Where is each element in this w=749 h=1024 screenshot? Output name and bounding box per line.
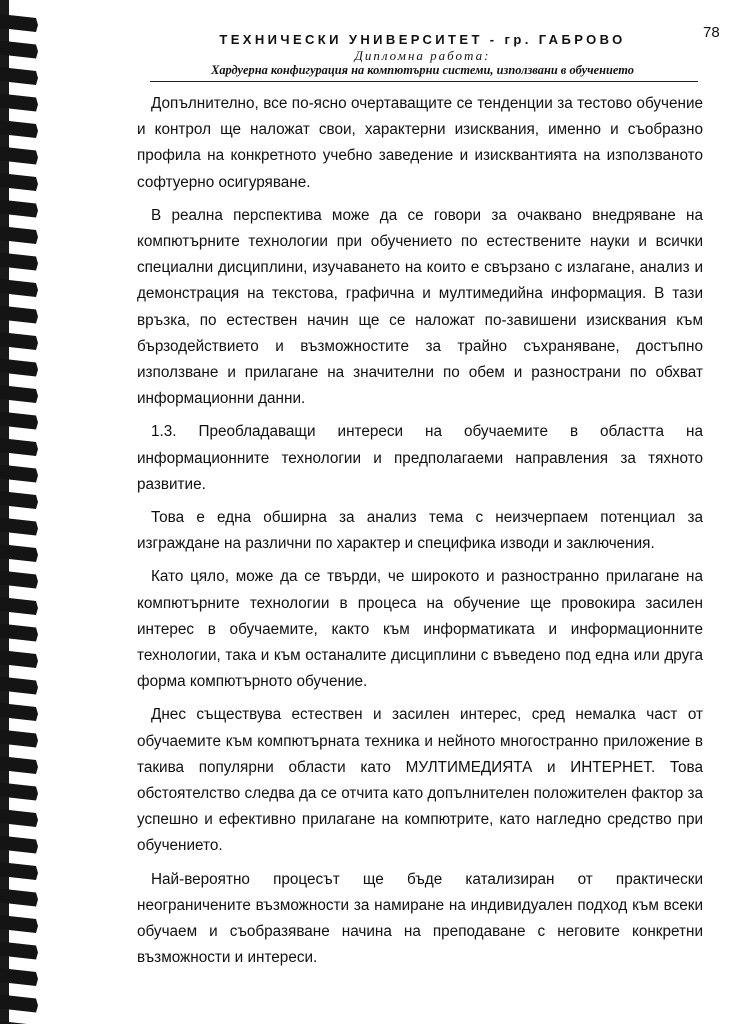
header-topic: Хардуерна конфигурация на компютърни системи, използвани в обучението xyxy=(211,63,634,77)
document-body xyxy=(137,91,703,979)
body-paragraph: Това е една обширна за анализ тема с неизчерпаем потенциал за изграждане на различни по характер и специфика изводи и заключения. xyxy=(137,509,703,553)
body-paragraph: В реална перспектива може да се говори за очаквано внедряване на компютърните технологии при обучението по естествените науки и всички специални дисциплини, изучаването на които е свързано с излагане, анализ и демонстрация на текстова, графична и мултимедийна информация. В тази връзка, по естествен начин ще се наложат по-завишени изисквания към бързодействието и възможностите за трайно съхраняване, достъпно използване и прилагане на значителни по обем и разнострани по обхват информационни данни. xyxy=(137,206,703,408)
page-header xyxy=(150,32,695,78)
page-number: 78 xyxy=(703,24,720,41)
body-paragraph: Най-вероятно процесът ще бъде катализиран от практически неограничените възможности за намиране на индивидуален подход към всеки обучаем и съобразяване начина на преподаване с неговите конкретни възможности и интереси. xyxy=(137,870,703,967)
header-divider xyxy=(150,81,698,82)
header-university: ТЕХНИЧЕСКИ УНИВЕРСИТЕТ - гр. ГАБРОВО xyxy=(219,32,626,47)
header-subtitle: Дипломна работа: xyxy=(354,48,491,63)
spiral-binding-strip xyxy=(0,0,42,1024)
body-paragraph: Допълнително, все по-ясно очертаващите се тенденции за тестово обучение и контрол ще наложат свои, характерни изисквания, именно и съобразно профила на конкретното учебно заведение и изисквантията на използваното софтуерно осигуряване. xyxy=(137,95,703,191)
body-paragraph: Като цяло, може да се твърди, че широкото и разностранно прилагане на компютърните технологии в процеса на обучение ще провокира засилен интерес в обучаемите, както към информатиката и информационните технологии, така и към останалите дисциплини с въведено под една или друга форма компютърното обучение. xyxy=(137,568,703,691)
body-paragraph: Днес съществува естествен и засилен интерес, сред немалка част от обучаемите към компютърната техника и нейното многостранно приложение в такива популярни области като МУЛТИМЕДИЯТА и ИНТЕРНЕТ. Това обстоятелство следва да се отчита като допълнителен положителен фактор за успешно и ефективно прилагане на компютрите, като нагледно средство при обучението. xyxy=(137,706,703,855)
section-heading: 1.3. Преобладаващи интереси на обучаемите в областта на информационните технологии и предполагаеми направления за тяхното развитие. xyxy=(137,423,703,493)
